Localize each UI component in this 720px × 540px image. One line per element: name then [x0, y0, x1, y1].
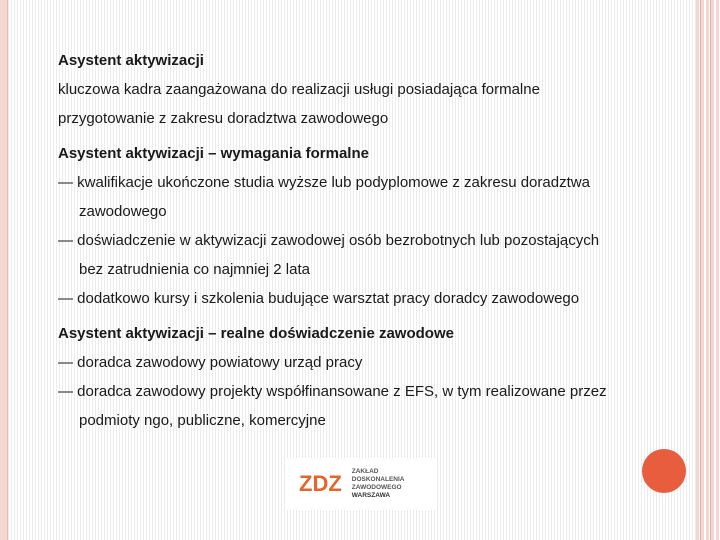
logo-text — [352, 468, 405, 500]
section-title-formal-requirements: Asystent aktywizacji – wymagania formalne — [58, 145, 369, 162]
bullet-item: — doświadczenie w aktywizacji zawodowej osób bezrobotnych lub pozostających — [58, 232, 600, 249]
left-border-stripe — [0, 0, 8, 540]
bullet-item: — doradca zawodowy powiatowy urząd pracy — [58, 354, 363, 371]
bullet-item: — kwalifikacje ukończone studia wyższe lub podyplomowe z zakresu doradztwa — [58, 174, 590, 191]
section-title-real-experience: Asystent aktywizacji – realne doświadczenie zawodowe — [58, 325, 454, 342]
logo-text-line: ZAWODOWEGO — [351, 484, 402, 491]
logo-text-line: ZAKŁAD — [351, 468, 379, 475]
zdz-logo — [287, 458, 437, 510]
right-border-stripe — [696, 0, 720, 540]
bullet-item: — doradca zawodowy projekty współfinansowane z EFS, w tym realizowane przez — [58, 383, 607, 400]
section-title-assistant: Asystent aktywizacji — [58, 52, 204, 69]
bullet-item-continuation: bez zatrudnienia co najmniej 2 lata — [79, 261, 310, 278]
logo-text-line: DOSKONALENIA — [351, 476, 405, 483]
bullet-item: — dodatkowo kursy i szkolenia budujące warsztat pracy doradcy zawodowego — [58, 290, 580, 307]
right-border-line — [710, 0, 711, 540]
right-border-line — [700, 0, 701, 540]
slide-content — [48, 46, 668, 435]
logo-text-city: WARSZAWA — [351, 492, 391, 499]
logo-mark: ZDZ — [299, 471, 342, 496]
bullet-item-continuation: zawodowego — [79, 203, 167, 220]
paragraph-line: kluczowa kadra zaangażowana do realizacji usługi posiadająca formalne — [58, 81, 540, 98]
decorative-circle — [642, 449, 686, 493]
bullet-item-continuation: podmioty ngo, publiczne, komercyjne — [79, 412, 326, 429]
paragraph-line: przygotowanie z zakresu doradztwa zawodowego — [58, 110, 389, 127]
